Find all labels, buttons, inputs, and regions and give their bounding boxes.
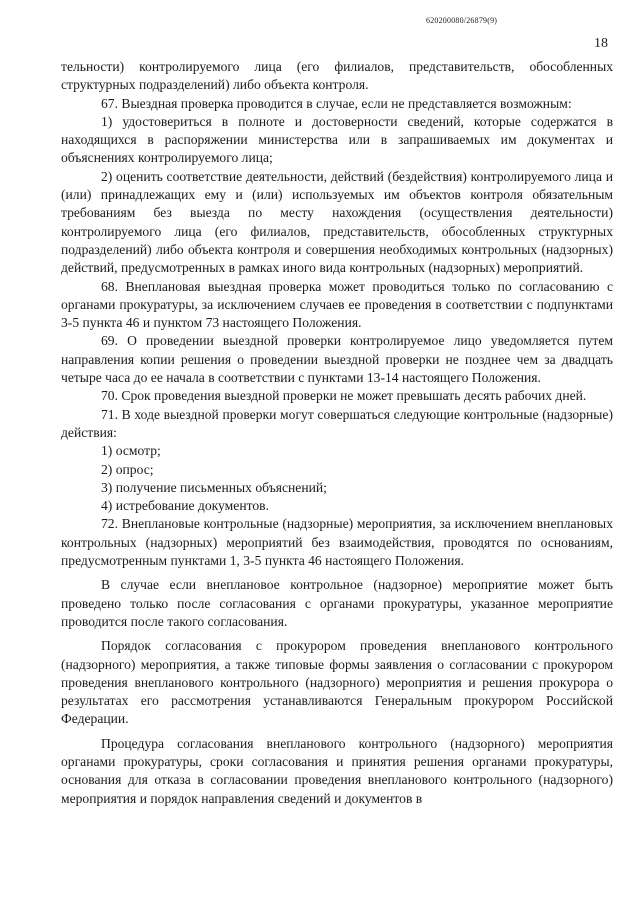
paragraph-67-sub-1: 1) удостовериться в полноте и достоверности сведений, которые содержатся в находящихся в распоряжении министерства или в запрашиваемых им документах и объяснениях контролируемого лица; — [61, 113, 613, 166]
paragraph-72-agreement-order: Порядок согласования с прокурором проведения внепланового контрольного (надзорного) мероприятия, а также типовые формы заявления о согласовании с прокурором проведения внепланового контрольного (надзорного) мероприятия и решения прокурора о результатах его рассмотрения устанавливаются Генеральным прокурором Российской Федерации. — [61, 638, 613, 727]
paragraph-71-sub-4: 4) истребование документов. — [101, 498, 269, 514]
paragraph-item-71: 71. В ходе выездной проверки могут совершаться следующие контрольные (надзорные) действия: — [61, 406, 613, 440]
paragraph-72-agreement-procedure: Процедура согласования внепланового контрольного (надзорного) мероприятия органами прокуратуры, сроки согласования и принятия решения органами прокуратуры, основания для отказа в согласовании проведения внепланового контрольного (надзорного) мероприятия и порядок направления сведений и документов в — [61, 735, 613, 806]
paragraph-item-68: 68. Внеплановая выездная проверка может проводиться только по согласованию с органами прокуратуры, за исключением случаев ее проведения в соответствии с подпунктами 3-5 пункта 46 и пунктом 73 настоящего Положения. — [61, 278, 613, 331]
paragraph-67-sub-2: 2) оценить соответствие деятельности, действий (бездействия) контролируемого лица и (или) принадлежащих ему и (или) используемых им объектов контроля обязательным требованиям без выезда по месту нахождения (осуществления деятельности) контролируемого лица (его филиалов, представительств, обособленных структурных подразделений) либо объекта контроля и совершения необходимых контрольных (надзорных) действий, предусмотренных в рамках иного вида контрольных (надзорных) мероприятий. — [61, 168, 613, 276]
paragraph-continuation: тельности) контролируемого лица (его филиалов, представительств, обособленных структурных подразделений) либо объекта контроля. — [61, 59, 613, 93]
paragraph-item-72: 72. Внеплановые контрольные (надзорные) мероприятия, за исключением внеплановых контрольных (надзорных) мероприятий без взаимодействия, проводятся по основаниям, предусмотренным пунктами 1, 3-5 пункта 46 настоящего Положения. — [61, 516, 613, 569]
document-code: 620200080/26879(9) — [426, 16, 498, 25]
paragraph-71-sub-2: 2) опрос; — [101, 461, 154, 477]
paragraph-item-69: 69. О проведении выездной проверки контролируемое лицо уведомляется путем направления копии решения о проведении выездной проверки не позднее чем за двадцать четыре часа до ее начала в соответствии с пунктами 13-14 настоящего Положения. — [61, 333, 613, 386]
paragraph-72-agreement-case: В случае если внеплановое контрольное (надзорное) мероприятие может быть проведено только после согласования с органами прокуратуры, указанное мероприятие проводится после такого согласования. — [61, 577, 613, 629]
paragraph-71-sub-3: 3) получение письменных объяснений; — [101, 479, 327, 495]
page-number: 18 — [594, 36, 608, 51]
paragraph-item-70: 70. Срок проведения выездной проверки не может превышать десять рабочих дней. — [101, 388, 587, 404]
paragraph-item-67: 67. Выездная проверка проводится в случае, если не представляется возможным: — [101, 95, 572, 111]
paragraph-71-sub-1: 1) осмотр; — [101, 443, 161, 459]
document-body — [61, 58, 613, 808]
